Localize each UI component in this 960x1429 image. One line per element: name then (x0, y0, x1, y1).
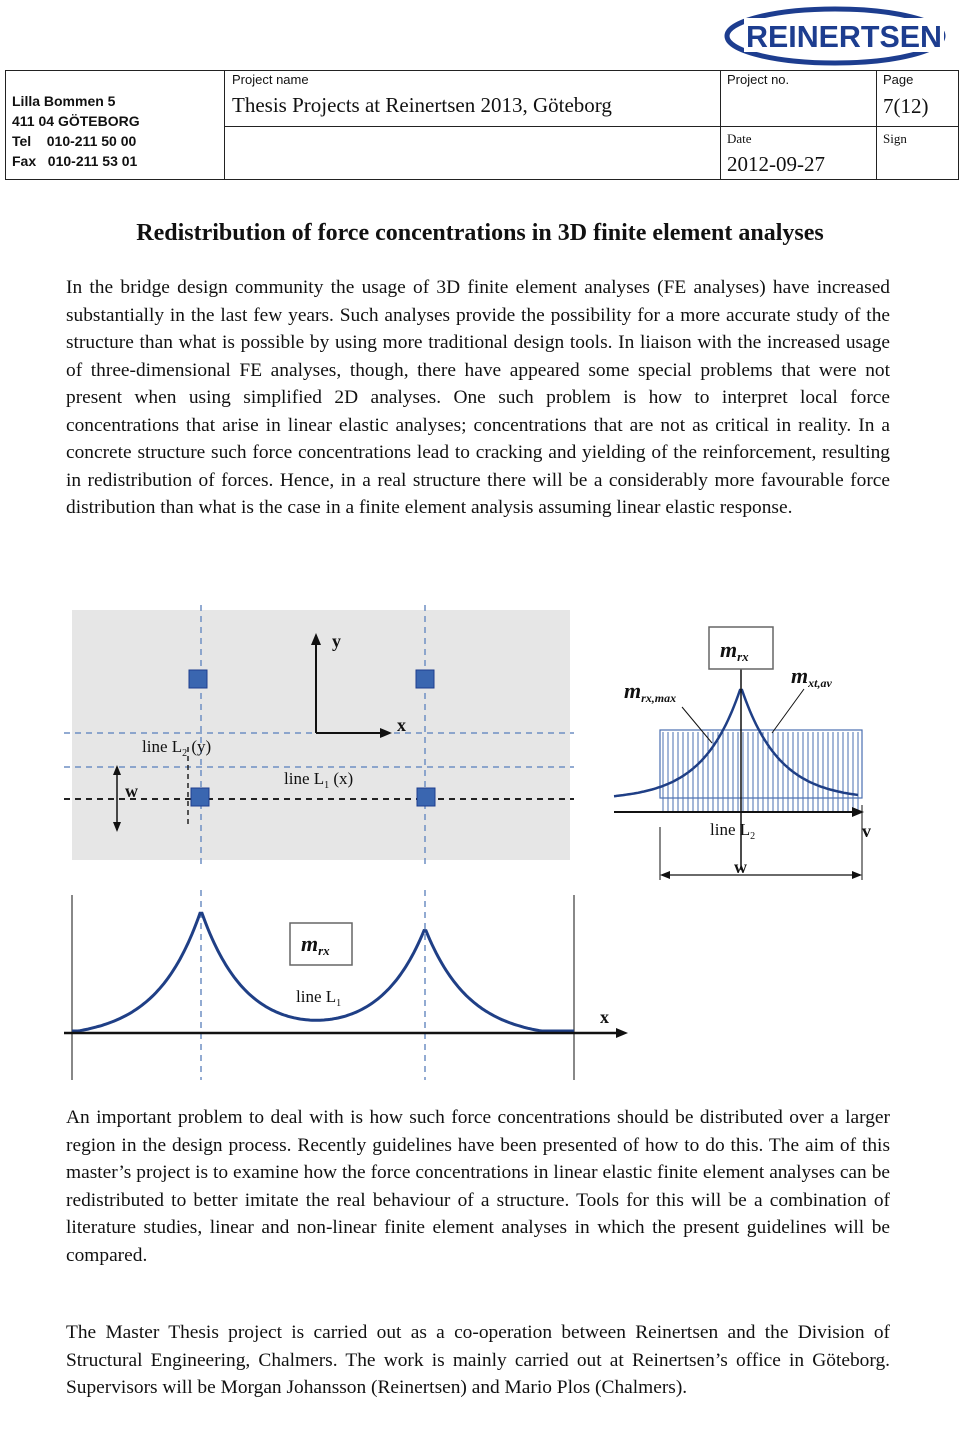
date-value: 2012-09-27 (727, 152, 825, 176)
address-line: Tel 010-211 50 00 (12, 133, 137, 149)
project-no-label: Project no. (727, 72, 790, 87)
v-axis-label: v (862, 821, 871, 841)
force-redistribution-figure (64, 605, 900, 1080)
page-number: 7(12) (883, 94, 929, 118)
reinertsen-logo (724, 6, 946, 66)
node-marker (189, 670, 207, 688)
sign-label: Sign (883, 131, 907, 146)
node-marker (416, 670, 434, 688)
width-label: w (734, 857, 747, 877)
x-axis-label: x (600, 1007, 609, 1027)
company-address (12, 91, 140, 171)
redistribution-panel (614, 627, 871, 880)
mrx-max-label: mrx,max (624, 678, 677, 705)
project-name: Thesis Projects at Reinertsen 2013, Göteborg (232, 93, 612, 117)
plate-rect (72, 610, 570, 860)
cooperation-paragraph: The Master Thesis project is carried out as a co-operation between Reinertsen and the Division of Structural Engineering, Chalmers. The work is mainly carried out at Reinertsen’s office in Göteborg. Supervisors will be Morgan Johansson (Reinertsen) and Mario Plos (Chalmers). (66, 1322, 890, 1398)
date-label: Date (727, 131, 752, 146)
x-arrow-icon (616, 1028, 628, 1038)
logo-text: REINERTSEN (746, 19, 942, 54)
node-marker (417, 788, 435, 806)
document-title: Redistribution of force concentrations in 3D finite element analyses (136, 220, 824, 246)
mxt-av-label: mxt,av (791, 663, 832, 690)
intro-paragraph: In the bridge design community the usage of 3D finite element analyses (FE analyses) have increased substantially in the last few years. Such analyses provide the possibility for a more accurate study of the structure than what is possible by using more traditional design tools. In liaison with the increased usage of three-dimensional FE analyses, though, there have appeared some special problems that were not present when using simplified 2D analyses. One such problem is how to interpret local force concentrations that arise in linear elastic analyses; concentrations that are not as critical in reality. In a concrete structure such force concentrations lead to cracking and yielding of the reinforcement, resulting in redistribution of forces. Hence, in a real structure there will be a considerably more favourable force distribution than what is the case in a finite element analysis assuming linear elastic response. (66, 277, 890, 518)
width-label: w (125, 781, 138, 801)
address-line: Fax 010-211 53 01 (12, 153, 138, 169)
mrx-label: mrx (720, 637, 749, 664)
project-name-label: Project name (232, 72, 309, 87)
line-l1-label: line $L_1$ (x) (284, 769, 354, 791)
mrx-label: mrx (301, 931, 330, 958)
x-axis-label: x (397, 715, 406, 735)
y-axis-label: y (332, 631, 341, 651)
hatched-region (660, 730, 862, 798)
problem-paragraph: An important problem to deal with is how such force concentrations should be distributed over a larger region in the design process. Recently guidelines have been presented of how to do this. The aim of this master’s project is to examine how the force concentrations in linear elastic finite element analyses can be redistributed to better imitate the real behaviour of a structure. Tools for this will be a combination of literature studies, linear and non-linear finite element analyses in which the present guidelines will be compared. (66, 1107, 890, 1266)
dim-arrow-icon (852, 871, 862, 879)
line-l2-label: line $L_2$ (710, 820, 756, 842)
line-l2-label: line $L_2$ (y) (142, 737, 212, 759)
leader-line (772, 689, 804, 733)
line-l1-label: line $L_1$ (296, 987, 342, 1009)
document-header (5, 70, 959, 180)
dim-arrow-icon (660, 871, 670, 879)
plate-panel (64, 605, 574, 865)
node-marker (191, 788, 209, 806)
moment-profile-panel (64, 890, 628, 1080)
page-label: Page (883, 72, 914, 87)
address-line: 411 04 GÖTEBORG (12, 113, 140, 129)
address-line: Lilla Bommen 5 (12, 93, 116, 109)
